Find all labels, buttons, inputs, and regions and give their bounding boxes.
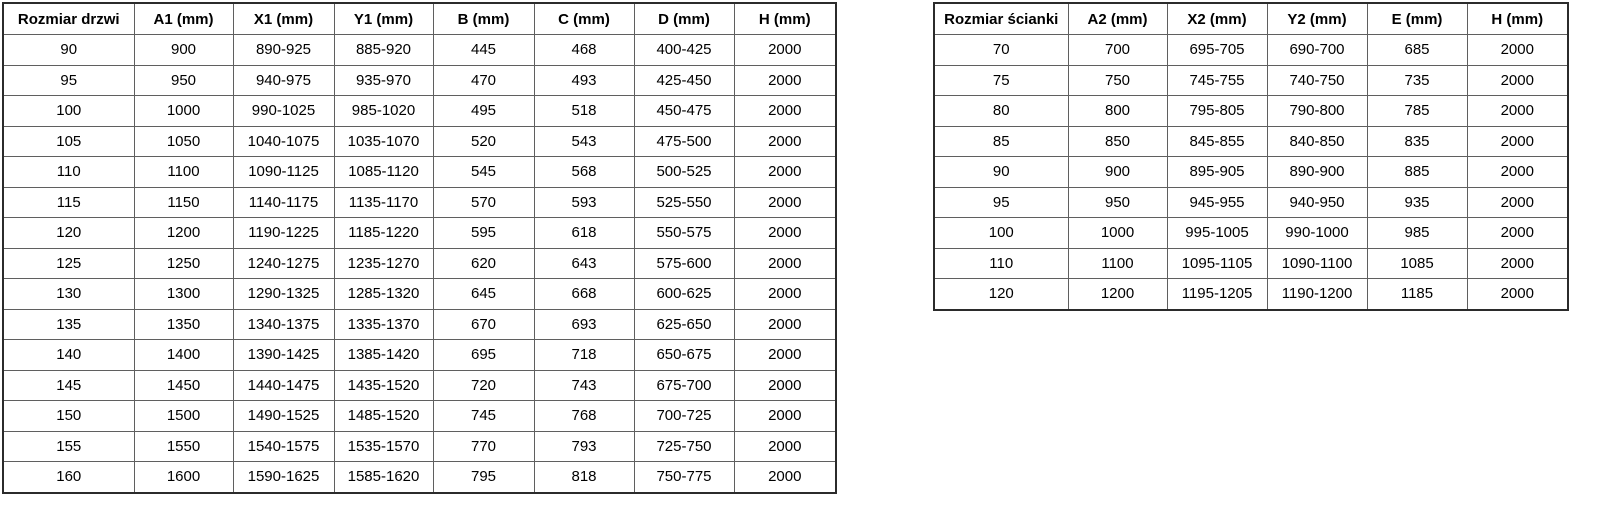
table-cell: 90	[934, 157, 1068, 188]
table-cell: 500-525	[634, 157, 734, 188]
table-cell: 1135-1170	[334, 187, 433, 218]
table-cell: 90	[3, 35, 134, 66]
table-cell: 1340-1375	[233, 309, 334, 340]
table-cell: 1040-1075	[233, 126, 334, 157]
table-cell: 100	[934, 218, 1068, 249]
table-cell: 2000	[1467, 187, 1568, 218]
column-header: H (mm)	[734, 3, 836, 35]
table-cell: 100	[3, 96, 134, 127]
table-cell: 895-905	[1167, 157, 1267, 188]
table-cell: 1385-1420	[334, 340, 433, 371]
table-row	[3, 157, 836, 188]
table-cell: 690-700	[1267, 35, 1367, 66]
table-cell: 1235-1270	[334, 248, 433, 279]
table-row	[3, 218, 836, 249]
table-cell: 80	[934, 96, 1068, 127]
table-cell: 1200	[134, 218, 233, 249]
table-cell: 1600	[134, 462, 233, 493]
table-cell: 800	[1068, 96, 1167, 127]
column-header: A1 (mm)	[134, 3, 233, 35]
table-cell: 900	[134, 35, 233, 66]
table-cell: 1290-1325	[233, 279, 334, 310]
column-header: D (mm)	[634, 3, 734, 35]
table-cell: 570	[433, 187, 534, 218]
table-row	[934, 279, 1568, 310]
table-cell: 85	[934, 126, 1068, 157]
table-cell: 885	[1367, 157, 1467, 188]
table-cell: 840-850	[1267, 126, 1367, 157]
table-cell: 1590-1625	[233, 462, 334, 493]
table-cell: 1435-1520	[334, 370, 433, 401]
table-cell: 1450	[134, 370, 233, 401]
table-cell: 70	[934, 35, 1068, 66]
table-cell: 625-650	[634, 309, 734, 340]
table-cell: 745	[433, 401, 534, 432]
table-cell: 525-550	[634, 187, 734, 218]
table-cell: 935	[1367, 187, 1467, 218]
column-header: B (mm)	[433, 3, 534, 35]
table-cell: 2000	[734, 187, 836, 218]
table-cell: 135	[3, 309, 134, 340]
column-header: Y1 (mm)	[334, 3, 433, 35]
table-cell: 1090-1125	[233, 157, 334, 188]
table-cell: 1585-1620	[334, 462, 433, 493]
table-row	[3, 340, 836, 371]
table-cell: 768	[534, 401, 634, 432]
table-cell: 990-1025	[233, 96, 334, 127]
table-cell: 1150	[134, 187, 233, 218]
table-row	[934, 96, 1568, 127]
table-cell: 995-1005	[1167, 218, 1267, 249]
table-cell: 1050	[134, 126, 233, 157]
header-row	[934, 3, 1568, 35]
table-cell: 1190-1225	[233, 218, 334, 249]
table-cell: 675-700	[634, 370, 734, 401]
table-row	[934, 218, 1568, 249]
wall-size-table	[933, 2, 1569, 311]
table-cell: 445	[433, 35, 534, 66]
table-cell: 2000	[734, 96, 836, 127]
table-cell: 2000	[1467, 279, 1568, 310]
table-cell: 1095-1105	[1167, 248, 1267, 279]
table-cell: 2000	[1467, 218, 1568, 249]
table-cell: 1000	[1068, 218, 1167, 249]
column-header: X1 (mm)	[233, 3, 334, 35]
table-cell: 115	[3, 187, 134, 218]
table-cell: 468	[534, 35, 634, 66]
table-row	[934, 187, 1568, 218]
table-row	[3, 309, 836, 340]
table-cell: 850	[1068, 126, 1167, 157]
table-cell: 2000	[734, 462, 836, 493]
table-row	[934, 126, 1568, 157]
table-cell: 1250	[134, 248, 233, 279]
table-row	[3, 126, 836, 157]
table-cell: 650-675	[634, 340, 734, 371]
table-cell: 900	[1068, 157, 1167, 188]
table-cell: 2000	[1467, 248, 1568, 279]
table-cell: 110	[934, 248, 1068, 279]
table-cell: 2000	[734, 157, 836, 188]
table-cell: 2000	[1467, 65, 1568, 96]
table-cell: 1085	[1367, 248, 1467, 279]
table-cell: 670	[433, 309, 534, 340]
table-cell: 110	[3, 157, 134, 188]
table-cell: 425-450	[634, 65, 734, 96]
table-cell: 2000	[1467, 96, 1568, 127]
table-cell: 160	[3, 462, 134, 493]
table-cell: 643	[534, 248, 634, 279]
column-header: Rozmiar drzwi	[3, 3, 134, 35]
column-header: H (mm)	[1467, 3, 1568, 35]
table-cell: 945-955	[1167, 187, 1267, 218]
table-head	[934, 3, 1568, 35]
table-row	[3, 35, 836, 66]
table-cell: 1500	[134, 401, 233, 432]
column-header: C (mm)	[534, 3, 634, 35]
table-cell: 2000	[1467, 35, 1568, 66]
table-cell: 1085-1120	[334, 157, 433, 188]
table-cell: 2000	[734, 65, 836, 96]
table-cell: 1185-1220	[334, 218, 433, 249]
table-row	[3, 462, 836, 493]
table-cell: 720	[433, 370, 534, 401]
table-cell: 95	[3, 65, 134, 96]
table-row	[934, 65, 1568, 96]
table-cell: 1190-1200	[1267, 279, 1367, 310]
table-cell: 1300	[134, 279, 233, 310]
table-cell: 2000	[734, 248, 836, 279]
table-cell: 593	[534, 187, 634, 218]
table-cell: 1350	[134, 309, 233, 340]
table-row	[3, 187, 836, 218]
table-cell: 95	[934, 187, 1068, 218]
table-cell: 130	[3, 279, 134, 310]
table-cell: 818	[534, 462, 634, 493]
table-cell: 985	[1367, 218, 1467, 249]
table-cell: 400-425	[634, 35, 734, 66]
table-cell: 740-750	[1267, 65, 1367, 96]
table-row	[3, 370, 836, 401]
table-cell: 1100	[1068, 248, 1167, 279]
column-header: Y2 (mm)	[1267, 3, 1367, 35]
table-cell: 890-900	[1267, 157, 1367, 188]
table-cell: 685	[1367, 35, 1467, 66]
table-cell: 545	[433, 157, 534, 188]
table-cell: 700-725	[634, 401, 734, 432]
table-cell: 2000	[734, 309, 836, 340]
column-header: E (mm)	[1367, 3, 1467, 35]
table-cell: 495	[433, 96, 534, 127]
table-cell: 595	[433, 218, 534, 249]
table-cell: 1285-1320	[334, 279, 433, 310]
table-cell: 750	[1068, 65, 1167, 96]
table-cell: 795-805	[1167, 96, 1267, 127]
table-body	[934, 35, 1568, 310]
table-cell: 950	[134, 65, 233, 96]
table-cell: 1200	[1068, 279, 1167, 310]
table-cell: 845-855	[1167, 126, 1267, 157]
column-header: A2 (mm)	[1068, 3, 1167, 35]
table-cell: 470	[433, 65, 534, 96]
table-cell: 940-950	[1267, 187, 1367, 218]
table-cell: 2000	[734, 218, 836, 249]
table-row	[934, 157, 1568, 188]
table-cell: 120	[934, 279, 1068, 310]
table-cell: 693	[534, 309, 634, 340]
table-cell: 1035-1070	[334, 126, 433, 157]
table-cell: 1390-1425	[233, 340, 334, 371]
table-cell: 450-475	[634, 96, 734, 127]
table-cell: 700	[1068, 35, 1167, 66]
table-cell: 745-755	[1167, 65, 1267, 96]
table-cell: 935-970	[334, 65, 433, 96]
table-cell: 985-1020	[334, 96, 433, 127]
table-cell: 885-920	[334, 35, 433, 66]
table-cell: 940-975	[233, 65, 334, 96]
table-cell: 1335-1370	[334, 309, 433, 340]
table-row	[3, 65, 836, 96]
table-cell: 125	[3, 248, 134, 279]
table-cell: 1090-1100	[1267, 248, 1367, 279]
table-cell: 2000	[734, 340, 836, 371]
table-cell: 785	[1367, 96, 1467, 127]
table-cell: 520	[433, 126, 534, 157]
table-cell: 750-775	[634, 462, 734, 493]
table-cell: 120	[3, 218, 134, 249]
table-row	[934, 35, 1568, 66]
table-cell: 1100	[134, 157, 233, 188]
table-cell: 2000	[734, 431, 836, 462]
table-row	[3, 401, 836, 432]
table-cell: 1550	[134, 431, 233, 462]
table-cell: 1000	[134, 96, 233, 127]
table-body	[3, 35, 836, 493]
table-cell: 550-575	[634, 218, 734, 249]
table-cell: 2000	[734, 35, 836, 66]
table-row	[3, 248, 836, 279]
table-cell: 518	[534, 96, 634, 127]
table-cell: 735	[1367, 65, 1467, 96]
table-row	[3, 431, 836, 462]
table-cell: 575-600	[634, 248, 734, 279]
table-row	[934, 248, 1568, 279]
table-cell: 1240-1275	[233, 248, 334, 279]
table-cell: 1440-1475	[233, 370, 334, 401]
table-row	[3, 279, 836, 310]
table-cell: 1400	[134, 340, 233, 371]
header-row	[3, 3, 836, 35]
table-cell: 743	[534, 370, 634, 401]
column-header: X2 (mm)	[1167, 3, 1267, 35]
table-cell: 2000	[734, 279, 836, 310]
table-cell: 1140-1175	[233, 187, 334, 218]
table-cell: 695-705	[1167, 35, 1267, 66]
table-cell: 475-500	[634, 126, 734, 157]
table-cell: 990-1000	[1267, 218, 1367, 249]
table-cell: 150	[3, 401, 134, 432]
table-cell: 790-800	[1267, 96, 1367, 127]
table-cell: 645	[433, 279, 534, 310]
table-cell: 795	[433, 462, 534, 493]
table-cell: 1490-1525	[233, 401, 334, 432]
table-cell: 668	[534, 279, 634, 310]
table-cell: 155	[3, 431, 134, 462]
table-cell: 145	[3, 370, 134, 401]
table-cell: 1540-1575	[233, 431, 334, 462]
table-cell: 1185	[1367, 279, 1467, 310]
table-cell: 718	[534, 340, 634, 371]
table-cell: 1195-1205	[1167, 279, 1267, 310]
table-cell: 1535-1570	[334, 431, 433, 462]
table-cell: 618	[534, 218, 634, 249]
table-cell: 725-750	[634, 431, 734, 462]
table-cell: 950	[1068, 187, 1167, 218]
table-cell: 75	[934, 65, 1068, 96]
table-cell: 835	[1367, 126, 1467, 157]
table-cell: 600-625	[634, 279, 734, 310]
table-cell: 105	[3, 126, 134, 157]
table-cell: 770	[433, 431, 534, 462]
table-row	[3, 96, 836, 127]
table-cell: 2000	[734, 126, 836, 157]
door-size-table	[2, 2, 837, 494]
table-cell: 2000	[1467, 157, 1568, 188]
table-cell: 793	[534, 431, 634, 462]
table-cell: 2000	[1467, 126, 1568, 157]
table-cell: 493	[534, 65, 634, 96]
table-cell: 1485-1520	[334, 401, 433, 432]
table-cell: 140	[3, 340, 134, 371]
table-head	[3, 3, 836, 35]
table-cell: 890-925	[233, 35, 334, 66]
table-cell: 543	[534, 126, 634, 157]
table-cell: 620	[433, 248, 534, 279]
column-header: Rozmiar ścianki	[934, 3, 1068, 35]
table-cell: 2000	[734, 370, 836, 401]
table-cell: 568	[534, 157, 634, 188]
table-cell: 695	[433, 340, 534, 371]
table-cell: 2000	[734, 401, 836, 432]
